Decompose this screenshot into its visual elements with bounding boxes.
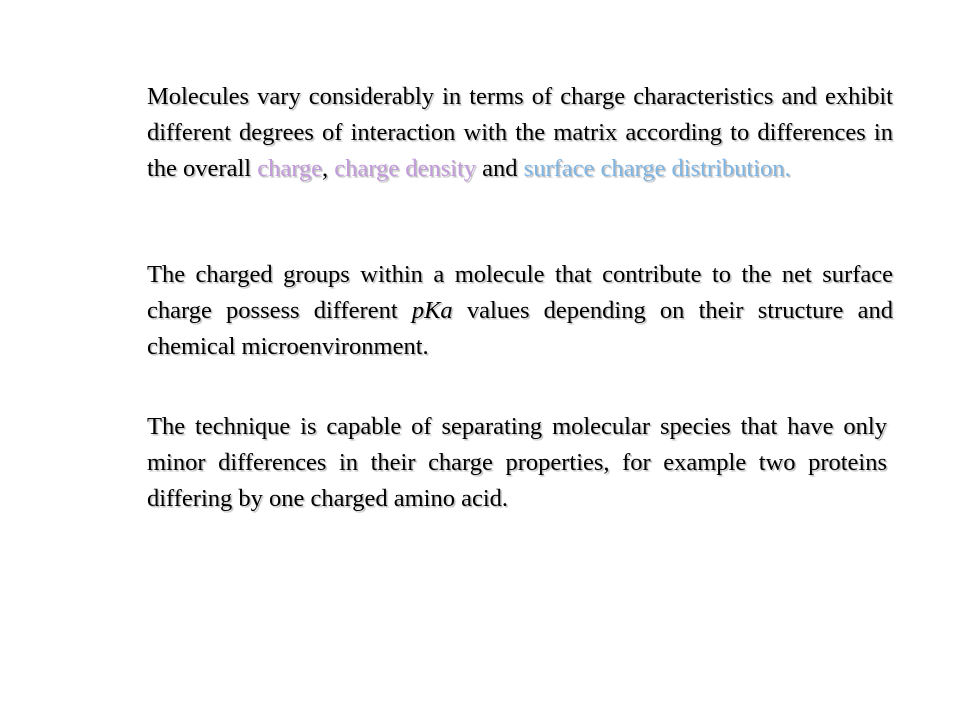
term-charge-density: charge density: [334, 155, 477, 182]
paragraph-technique-capability: [147, 409, 887, 517]
term-pka: pKa: [411, 297, 453, 324]
paragraph-3-text: The technique is capable of separating molecular species that have only minor differences in their charge properties, for example two proteins differing by one charged amino acid.: [147, 413, 887, 512]
and-connector: and: [476, 155, 524, 182]
paragraph-charge-characteristics: [147, 79, 893, 187]
paragraph-2-text-end: values depending on their structure and chemical microenvironment.: [147, 297, 893, 360]
paragraph-1-text: Molecules vary considerably in terms of charge characteristics and exhibit different degrees of interaction with the matrix according to differences in the overall: [147, 83, 893, 182]
comma-separator: ,: [322, 155, 335, 182]
paragraph-2-text-start: The charged groups within a molecule that contribute to the net surface charge possess different: [147, 261, 893, 324]
paragraph-pka-values: [147, 257, 893, 365]
term-charge: charge: [257, 155, 323, 182]
term-surface-charge-distribution: surface charge distribution.: [523, 155, 791, 182]
